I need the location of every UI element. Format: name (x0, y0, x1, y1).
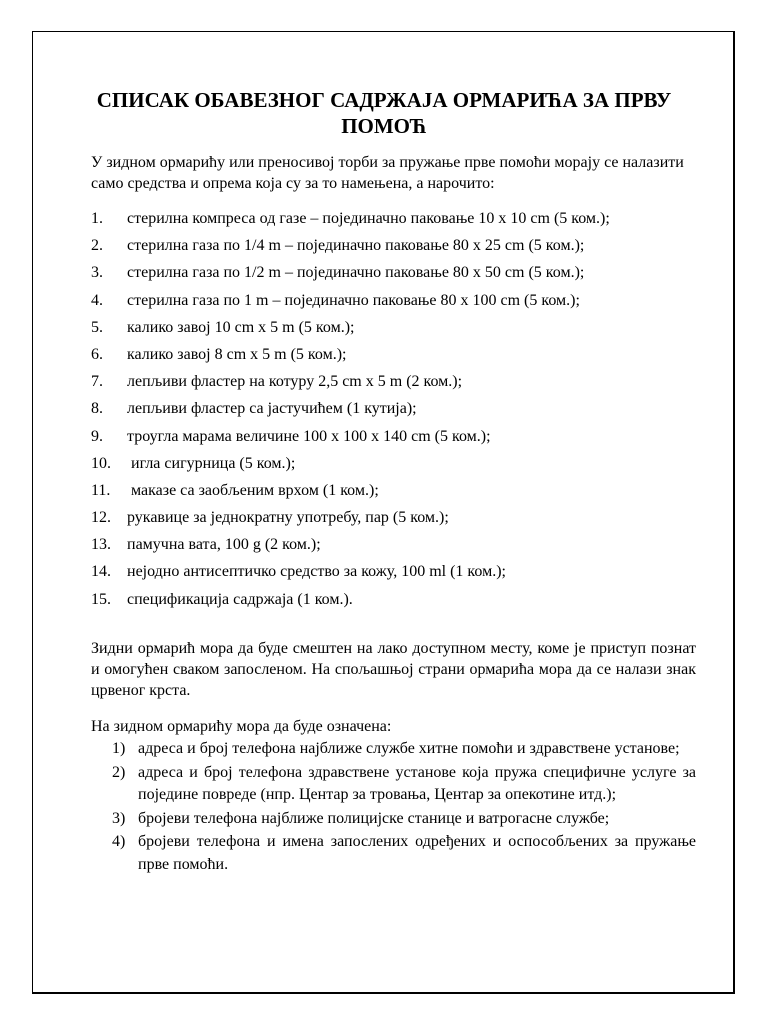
item-text: бројеви телефона и имена запослених одређених и оспособљених за пружање прве помоћи. (138, 833, 696, 873)
item-text: спецификација садржаја (1 ком.). (127, 590, 353, 608)
list-item (0, 590, 768, 617)
list-item (0, 372, 768, 399)
item-text: рукавице за једнократну употребу, пар (5 ком.); (127, 509, 449, 527)
item-number: 1. (91, 210, 103, 227)
item-number: 6. (91, 345, 103, 363)
list-item (0, 831, 768, 876)
contents-list (0, 209, 768, 617)
intro-paragraph: У зидном ормарићу или преносивој торби за пружање прве помоћи морају се налазити само средства и опрема која су за то намењена, а нарочито: (91, 154, 684, 192)
list-item (0, 345, 768, 372)
item-text: калико завој 8 cm x 5 m (5 ком.); (127, 345, 347, 363)
item-number: 14. (91, 563, 111, 581)
item-number: 15. (91, 590, 111, 608)
item-number: 4) (112, 833, 126, 850)
item-text: маказе са заобљеним врхом (1 ком.); (131, 481, 379, 499)
item-text: калико завој 10 cm x 5 m (5 ком.); (127, 318, 355, 336)
labeling-heading: На зидном ормарићу мора да буде означена: (91, 718, 392, 735)
item-text: стерилна компреса од газе – појединачно паковање 10 x 10 cm (5 ком.); (127, 210, 610, 227)
list-item (0, 318, 768, 345)
item-number: 5. (91, 318, 103, 336)
item-text: бројеви телефона најближе полицијске станице и ватрогасне службе; (138, 809, 610, 827)
item-text: лепљиви фластер са јастучићем (1 кутија); (127, 400, 417, 418)
item-number: 2. (91, 237, 103, 255)
item-number: 2) (112, 763, 126, 781)
item-number: 8. (91, 400, 103, 418)
list-item (0, 738, 768, 761)
item-text: адреса и број телефона здравствене установе која пружа специфичне услуге за поједине повреде (нпр. Центар за тровања, Центар за опекотине итд.); (138, 763, 696, 803)
item-number: 12. (91, 509, 111, 527)
document-title: СПИСАК ОБАВЕЗНОГ САДРЖАЈА ОРМАРИЋА ЗА ПРВУ ПОМОЋ (96, 88, 672, 138)
item-number: 7. (91, 373, 103, 391)
list-item (0, 762, 768, 807)
item-number: 10. (91, 454, 111, 472)
item-number: 1) (112, 740, 126, 757)
item-text: игла сигурница (5 ком.); (131, 454, 296, 472)
item-text: адреса и број телефона најближе службе хитне помоћи и здравствене установе; (138, 740, 680, 757)
item-number: 3. (91, 264, 103, 282)
list-item (0, 535, 768, 562)
list-item (0, 562, 768, 589)
item-number: 13. (91, 536, 111, 554)
item-text: стерилна газа по 1/4 m – појединачно паковање 80 x 25 cm (5 ком.); (127, 237, 585, 255)
labeling-list (0, 738, 768, 877)
list-item (0, 236, 768, 263)
item-number: 9. (91, 427, 103, 445)
placement-paragraph: Зидни ормарић мора да буде смештен на лако доступном месту, коме је приступ познат и омогућен сваком запосленом. На спољашњој страни ормарића мора да се налази знак црвеног крста. (91, 640, 696, 699)
list-item (0, 427, 768, 454)
item-text: стерилна газа по 1/2 m – појединачно паковање 80 x 50 cm (5 ком.); (127, 264, 585, 282)
list-item (0, 291, 768, 318)
list-item (0, 399, 768, 426)
item-number: 11. (91, 481, 111, 499)
item-text: нејодно антисептичко средство за кожу, 100 ml (1 ком.); (127, 563, 506, 581)
item-number: 3) (112, 809, 126, 827)
item-text: стерилна газа по 1 m – појединачно паковање 80 x 100 cm (5 ком.); (127, 291, 580, 309)
list-item (0, 508, 768, 535)
list-item (0, 209, 768, 236)
list-item (0, 263, 768, 290)
item-number: 4. (91, 291, 103, 309)
item-text: троугла марама величине 100 x 100 x 140 cm (5 ком.); (127, 427, 491, 445)
item-text: памучна вата, 100 g (2 ком.); (127, 536, 321, 554)
list-item (0, 454, 768, 481)
list-item (0, 481, 768, 508)
item-text: лепљиви фластер на котуру 2,5 cm x 5 m (2 ком.); (127, 373, 463, 391)
list-item (0, 808, 768, 831)
